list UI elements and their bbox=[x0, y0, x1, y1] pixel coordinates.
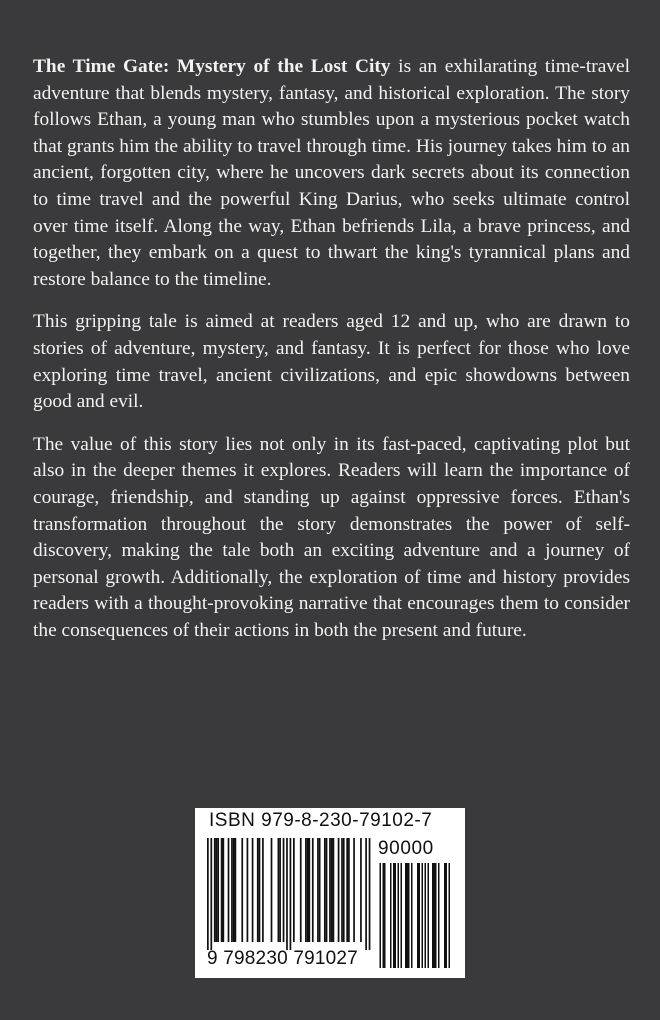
barcode-bar bbox=[217, 838, 219, 942]
isbn-label: ISBN 979-8-230-79102-7 bbox=[209, 810, 433, 831]
addon-bar bbox=[408, 863, 410, 968]
barcode-bar bbox=[305, 838, 307, 942]
barcode-bar bbox=[290, 838, 292, 950]
price-code: 90000 bbox=[378, 838, 434, 859]
addon-bar bbox=[390, 863, 392, 968]
barcode-bar bbox=[324, 838, 326, 942]
barcode-bar bbox=[308, 838, 310, 942]
addon-bar bbox=[384, 863, 386, 968]
barcode-bar bbox=[341, 838, 343, 942]
barcode-bar bbox=[346, 838, 348, 942]
barcode-bar bbox=[307, 838, 309, 942]
addon-bar bbox=[407, 863, 409, 968]
addon-bar bbox=[419, 863, 421, 968]
barcode-bar bbox=[293, 838, 295, 942]
barcode-bar bbox=[241, 838, 243, 942]
barcode-bar bbox=[252, 838, 254, 942]
barcode-bar bbox=[365, 838, 367, 950]
barcode-bar bbox=[348, 838, 350, 942]
barcode-bar bbox=[233, 838, 235, 942]
barcode-bar bbox=[300, 838, 302, 942]
barcode-bar bbox=[278, 838, 280, 942]
barcode-bar bbox=[312, 838, 314, 942]
barcode-bar bbox=[222, 838, 224, 942]
addon-bar bbox=[395, 863, 397, 968]
barcode-bar bbox=[247, 838, 249, 942]
barcode-bar bbox=[333, 838, 335, 942]
description-paragraph-1 bbox=[33, 54, 630, 293]
barcode-bar bbox=[259, 838, 261, 942]
barcode-bar bbox=[214, 838, 216, 942]
addon-bar bbox=[405, 863, 407, 968]
barcode-bar bbox=[235, 838, 237, 942]
barcode-bar bbox=[262, 838, 264, 942]
addon-bar bbox=[425, 863, 427, 968]
addon-bar bbox=[446, 863, 448, 968]
barcode-bar bbox=[271, 838, 273, 942]
isbn-barcode bbox=[195, 808, 465, 978]
addon-bar bbox=[380, 863, 382, 968]
addon-bar bbox=[449, 863, 451, 968]
description-paragraph-3: The value of this story lies not only in its fast-paced, captivating plot but also in the deeper themes it explores. Readers will learn the importance of courage, friendship, and standing up against oppressive forces. Ethan's transformation throughout the story demonstrates the power of self-discovery, making the tale both an exciting adventure and a journey of personal growth. Additionally, the exploration of time and history provides readers with a thought-provoking narrative that encourages them to consider the consequences of their actions in both the present and future. bbox=[33, 433, 630, 641]
barcode-bar bbox=[360, 838, 362, 942]
barcode-bar bbox=[329, 838, 331, 942]
ean-digits: 9 798230 791027 bbox=[207, 948, 358, 969]
addon-bar bbox=[435, 863, 437, 968]
barcode-bar bbox=[317, 838, 319, 942]
barcode-bar bbox=[279, 838, 281, 942]
addon-bar bbox=[411, 863, 413, 968]
addon-bar bbox=[438, 863, 440, 968]
addon-bar bbox=[417, 863, 419, 968]
addon-bar bbox=[428, 863, 430, 968]
barcode-bar bbox=[343, 838, 345, 942]
addon-bar bbox=[401, 863, 403, 968]
description-paragraph-2: This gripping tale is aimed at readers aged 12 and up, who are drawn to stories of adventure, mystery, and fantasy. It is perfect for those who love exploring time travel, ancient civilizations, and epic showdowns between good and evil. bbox=[33, 311, 630, 413]
paragraph-1-text: is an exhilarating time-travel adventure that blends mystery, fantasy, and historical exploration. The story follows Ethan, a young man who stumbles upon a mysterious pocket watch that grants him the ability to travel through time. His journey takes him to an ancient, forgotten city, where he uncovers dark secrets about its connection to time travel and the powerful King Darius, who seeks ultimate control over time itself. Along the way, Ethan befriends Lila, a brave princess, and together, they embark on a quest to thwart the king's tyrannical plans and restore balance to the timeline. bbox=[33, 56, 630, 290]
barcode-bar bbox=[353, 838, 355, 942]
barcode-bar bbox=[228, 838, 230, 942]
barcode-bar bbox=[207, 838, 209, 950]
addon-bar bbox=[432, 863, 434, 968]
barcode-bar bbox=[210, 838, 212, 950]
addon-bar bbox=[422, 863, 424, 968]
barcode-bar bbox=[221, 838, 223, 942]
barcode-bar bbox=[319, 838, 321, 942]
addon-bar bbox=[398, 863, 400, 968]
barcode-bar bbox=[257, 838, 259, 942]
addon-bar bbox=[383, 863, 385, 968]
barcode-bar bbox=[338, 838, 340, 942]
back-cover-description bbox=[33, 54, 630, 660]
barcode-bar bbox=[286, 838, 288, 950]
barcode-bar bbox=[216, 838, 218, 942]
barcode-bar bbox=[331, 838, 333, 942]
barcode-bar bbox=[369, 838, 371, 950]
barcode-bar bbox=[326, 838, 328, 942]
barcode-bar bbox=[283, 838, 285, 942]
addon-bar bbox=[434, 863, 436, 968]
book-title: The Time Gate: Mystery of the Lost City bbox=[33, 56, 391, 77]
barcode-bar bbox=[231, 838, 233, 942]
addon-bar bbox=[393, 863, 395, 968]
addon-bar bbox=[444, 863, 446, 968]
